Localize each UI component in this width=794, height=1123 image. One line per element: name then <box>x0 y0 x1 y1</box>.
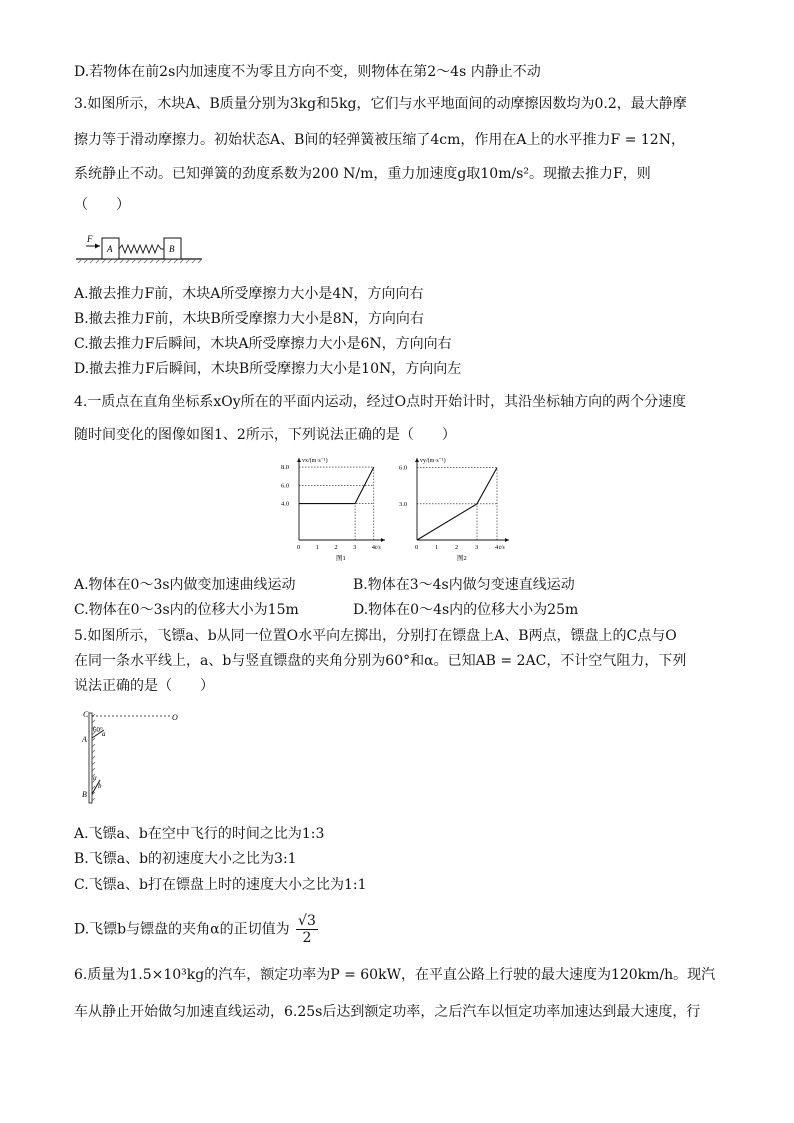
q6-stem-line1: 6.质量为1.5×10³kg的汽车，额定功率为P = 60kW，在平直公路上行驶的最大速度为120km/h。现汽 <box>74 967 716 983</box>
dartboard <box>89 713 92 803</box>
x-tick-label: 4 <box>495 544 499 551</box>
block-a-label: A <box>107 244 113 254</box>
q5-option-d <box>74 913 318 946</box>
chart-title: 图2 <box>457 555 467 562</box>
q4-option-c: C.物体在0～3s内的位移大小为15m <box>74 602 299 618</box>
q3-stem-line1: 3.如图所示，木块A、B质量分别为3kg和5kg，它们与水平地面间的动摩擦因数均为0.2，最大静摩 <box>74 96 687 112</box>
block-b-label: B <box>169 244 175 254</box>
q2-option-d: D.若物体在前2s内加速度不为零且方向不变，则物体在第2～4s 内静止不动 <box>74 64 541 80</box>
fraction-denominator: 2 <box>302 930 312 946</box>
x-tick-label: 1 <box>435 544 439 551</box>
q5-option-b: B.飞镖a、b的初速度大小之比为3:1 <box>74 851 297 867</box>
q4-option-a: A.物体在0～3s内做变加速曲线运动 <box>74 577 296 593</box>
q3-answer-bracket: （ ） <box>74 197 130 213</box>
y-axis-label: vx/(m·s⁻¹) <box>302 458 328 464</box>
point-c-label: C <box>83 710 89 719</box>
force-label: F <box>87 234 93 244</box>
spring-blocks-figure <box>74 228 214 268</box>
x-axis-label: t/s <box>499 545 505 551</box>
y-axis-arrow <box>297 458 301 462</box>
x-tick-label: 2 <box>455 544 459 551</box>
x-axis-arrow <box>381 538 385 542</box>
q3-stem-line3: 系统静止不动。已知弹簧的劲度系数为200 N/m，重力加速度g取10m/s²。现撤去推力F，则 <box>74 166 651 182</box>
velocity-chart-1 <box>279 452 391 564</box>
q4-option-d: D.物体在0～4s内的位移大小为25m <box>353 602 579 618</box>
x-tick-label: 1 <box>315 544 319 551</box>
point-a-label: A <box>82 735 87 744</box>
q4-stem-line2: 随时间变化的图像如图1、2所示，下列说法正确的是（ ） <box>74 427 456 443</box>
y-tick-label: 8.0 <box>281 464 290 472</box>
point-o-label: O <box>172 713 178 722</box>
q5-stem-line3: 说法正确的是（ ） <box>74 678 214 694</box>
q3-option-b: B.撤去推力F前，木块B所受摩擦力大小是8N，方向向右 <box>74 311 424 327</box>
point-b-label: B <box>82 790 87 799</box>
x-tick-label: 4 <box>371 544 376 551</box>
q5-stem-line2: 在同一条水平线上，a、b与竖直镖盘的夹角分别为60°和α。已知AB = 2AC，不计空气阻力，下列 <box>74 653 687 669</box>
q4-option-b: B.物体在3～4s内做匀变速直线运动 <box>353 577 575 593</box>
dart-board-figure <box>80 708 190 808</box>
q6-stem-line2: 车从静止开始做匀加速直线运动，6.25s后达到额定功率，之后汽车以恒定功率加速达到最大速度，行 <box>74 1004 701 1020</box>
y-tick-label: 6.0 <box>281 482 290 490</box>
q5-option-c: C.飞镖a、b打在镖盘上时的速度大小之比为1:1 <box>74 877 367 893</box>
x-tick-label: 0 <box>415 544 419 551</box>
angle-label: 60° <box>93 726 103 734</box>
x-tick-label: 3 <box>353 544 357 551</box>
y-tick-label: 6.0 <box>399 464 408 472</box>
q4-stem-line1: 4.一质点在直角坐标系xOy所在的平面内运动，经过O点时开始计时，其沿坐标轴方向的两个分速度 <box>74 394 687 410</box>
x-axis-label: t/s <box>375 545 381 551</box>
x-tick-label: 2 <box>334 544 338 551</box>
alpha-label: α <box>93 774 97 782</box>
q3-option-c: C.撤去推力F后瞬间，木块A所受摩擦力大小是6N，方向向右 <box>74 336 452 352</box>
q3-stem-line2: 擦力等于滑动摩擦力。初始状态A、B间的轻弹簧被压缩了4cm，作用在A上的水平推力F = 12N， <box>74 132 685 148</box>
fraction-numerator: √3 <box>298 913 316 929</box>
y-axis-label: vy/(m·s⁻¹) <box>420 458 446 464</box>
fraction <box>296 913 318 946</box>
x-tick-label: 3 <box>475 544 479 551</box>
dart-b-label: b <box>98 782 102 790</box>
q5-stem-line1: 5.如图所示，飞镖a、b从同一位置O水平向左掷出，分别打在镖盘上A、B两点，镖盘上的C点与O <box>74 628 677 644</box>
q3-option-a: A.撤去推力F前，木块A所受摩擦力大小是4N，方向向右 <box>74 286 424 302</box>
dart-a-label: a <box>102 730 106 738</box>
q5-option-a: A.飞镖a、b在空中飞行的时间之比为1:3 <box>74 826 325 842</box>
x-tick-label: 0 <box>297 544 301 551</box>
q5-option-d-text: D.飞镖b与镖盘的夹角α的正切值为 <box>74 921 290 938</box>
velocity-chart-2 <box>397 452 515 564</box>
y-axis-arrow <box>415 458 419 462</box>
y-tick-label: 4.0 <box>281 500 290 508</box>
spring <box>119 245 164 253</box>
y-tick-label: 3.0 <box>399 500 408 508</box>
q3-option-d: D.撤去推力F后瞬间，木块B所受摩擦力大小是10N，方向向左 <box>74 361 462 377</box>
chart-title: 图1 <box>336 555 346 562</box>
x-axis-arrow <box>505 538 509 542</box>
